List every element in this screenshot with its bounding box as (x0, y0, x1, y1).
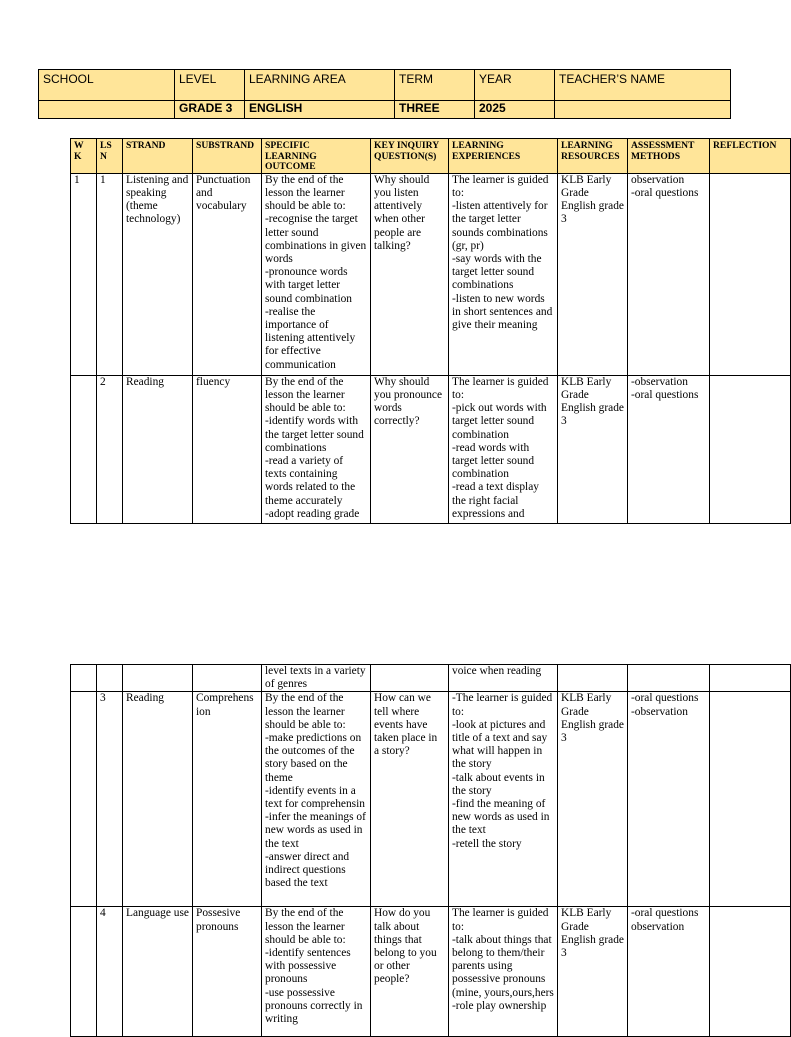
strand-cell: Listening and speaking (theme technology) (123, 173, 193, 375)
resources-cell: KLB Early Grade English grade 3 (558, 173, 628, 375)
col-header-assessment: ASSESSMENT METHODS (628, 139, 710, 174)
strand-cell: Language use (123, 907, 193, 1037)
col-header-lesson: LS N (97, 139, 123, 174)
assessment-cell: -oral questions -observation (628, 692, 710, 907)
week-cell: 1 (71, 173, 97, 375)
outcome-cell: By the end of the lesson the learner should be able to: -identify sentences with possessive pronouns -use possessive pronouns correctly in writing (262, 907, 371, 1037)
experiences-cell: The learner is guided to: -listen attentively for the target letter sounds combinations (gr, pr) -say words with the target letter sound combinations -listen to new words in short sentences and give their meaning (449, 173, 558, 375)
col-header-reflection: REFLECTION (710, 139, 791, 174)
lesson-cell: 3 (97, 692, 123, 907)
experiences-cell: The learner is guided to: -talk about things that belong to them/their parents using possessive pronouns (mine, yours,ours,hers -role play ownership (449, 907, 558, 1037)
outcome-cell: level texts in a variety of genres (262, 665, 371, 692)
col-header-outcome: SPECIFIC LEARNING OUTCOME (262, 139, 371, 174)
week-cell (71, 375, 97, 523)
col-header-inquiry-question: KEY INQUIRY QUESTION(S) (371, 139, 449, 174)
inquiry-question-cell: Why should you listen attentively when other people are talking? (371, 173, 449, 375)
strand-cell: Reading (123, 692, 193, 907)
col-header-resources: LEARNING RESOURCES (558, 139, 628, 174)
week-cell (71, 665, 97, 692)
lesson-cell: 1 (97, 173, 123, 375)
experiences-cell: The learner is guided to: -pick out words with target letter sound combination -read words with target letter sound combination -read a text display the right facial expressions and (449, 375, 558, 523)
strand-cell: Reading (123, 375, 193, 523)
scheme-of-work-table (70, 138, 791, 524)
term-label: TERM (395, 70, 475, 101)
substrand-cell: Punctuation and vocabulary (193, 173, 262, 375)
assessment-cell: -observation -oral questions (628, 375, 710, 523)
reflection-cell (710, 907, 791, 1037)
term-value: THREE (395, 101, 475, 119)
col-header-strand: STRAND (123, 139, 193, 174)
col-header-substrand: SUBSTRAND (193, 139, 262, 174)
week-cell (71, 907, 97, 1037)
substrand-cell: Comprehens ion (193, 692, 262, 907)
teacher-label: TEACHER’S NAME (555, 70, 731, 101)
assessment-cell (628, 665, 710, 692)
substrand-cell: Possesive pronouns (193, 907, 262, 1037)
outcome-cell: By the end of the lesson the learner should be able to: -recognise the target letter sound combinations in given words -pronounce words with target letter sound combination -realise the importance of listening attentively for effective communication (262, 173, 371, 375)
table-row (71, 173, 791, 375)
resources-cell: KLB Early Grade English grade 3 (558, 692, 628, 907)
year-value: 2025 (475, 101, 555, 119)
resources-cell (558, 665, 628, 692)
learning-area-value: ENGLISH (245, 101, 395, 119)
header-info-table (38, 69, 731, 119)
learning-area-label: LEARNING AREA (245, 70, 395, 101)
inquiry-question-cell (371, 665, 449, 692)
school-value (39, 101, 175, 119)
year-label: YEAR (475, 70, 555, 101)
table-row (71, 692, 791, 907)
assessment-cell: -oral questions observation (628, 907, 710, 1037)
substrand-cell: fluency (193, 375, 262, 523)
reflection-cell (710, 375, 791, 523)
substrand-cell (193, 665, 262, 692)
outcome-cell: By the end of the lesson the learner should be able to: -make predictions on the outcomes of the story based on the theme -identify events in a text for comprehensin -infer the meanings of new words as used in the text -answer direct and indirect questions based the text (262, 692, 371, 907)
col-header-experiences: LEARNING EXPERIENCES (449, 139, 558, 174)
experiences-cell: voice when reading (449, 665, 558, 692)
experiences-cell: -The learner is guided to: -look at pictures and title of a text and say what will happen in the story -talk about events in the story -find the meaning of new words as used in the text -retell the story (449, 692, 558, 907)
inquiry-question-cell: How do you talk about things that belong to you or other people? (371, 907, 449, 1037)
teacher-value (555, 101, 731, 119)
week-cell (71, 692, 97, 907)
lesson-cell: 2 (97, 375, 123, 523)
reflection-cell (710, 665, 791, 692)
scheme-of-work-table-continued (70, 664, 791, 1037)
assessment-cell: observation -oral questions (628, 173, 710, 375)
table-row (71, 375, 791, 523)
table-row (71, 665, 791, 692)
strand-cell (123, 665, 193, 692)
inquiry-question-cell: How can we tell where events have taken place in a story? (371, 692, 449, 907)
level-value: GRADE 3 (175, 101, 245, 119)
reflection-cell (710, 173, 791, 375)
school-label: SCHOOL (39, 70, 175, 101)
col-header-week: W K (71, 139, 97, 174)
level-label: LEVEL (175, 70, 245, 101)
table-row (71, 907, 791, 1037)
outcome-cell: By the end of the lesson the learner should be able to: -identify words with the target letter sound combinations -read a variety of texts containing words related to the theme accurately -adopt reading grade (262, 375, 371, 523)
lesson-cell (97, 665, 123, 692)
resources-cell: KLB Early Grade English grade 3 (558, 907, 628, 1037)
reflection-cell (710, 692, 791, 907)
resources-cell: KLB Early Grade English grade 3 (558, 375, 628, 523)
lesson-cell: 4 (97, 907, 123, 1037)
inquiry-question-cell: Why should you pronounce words correctly? (371, 375, 449, 523)
